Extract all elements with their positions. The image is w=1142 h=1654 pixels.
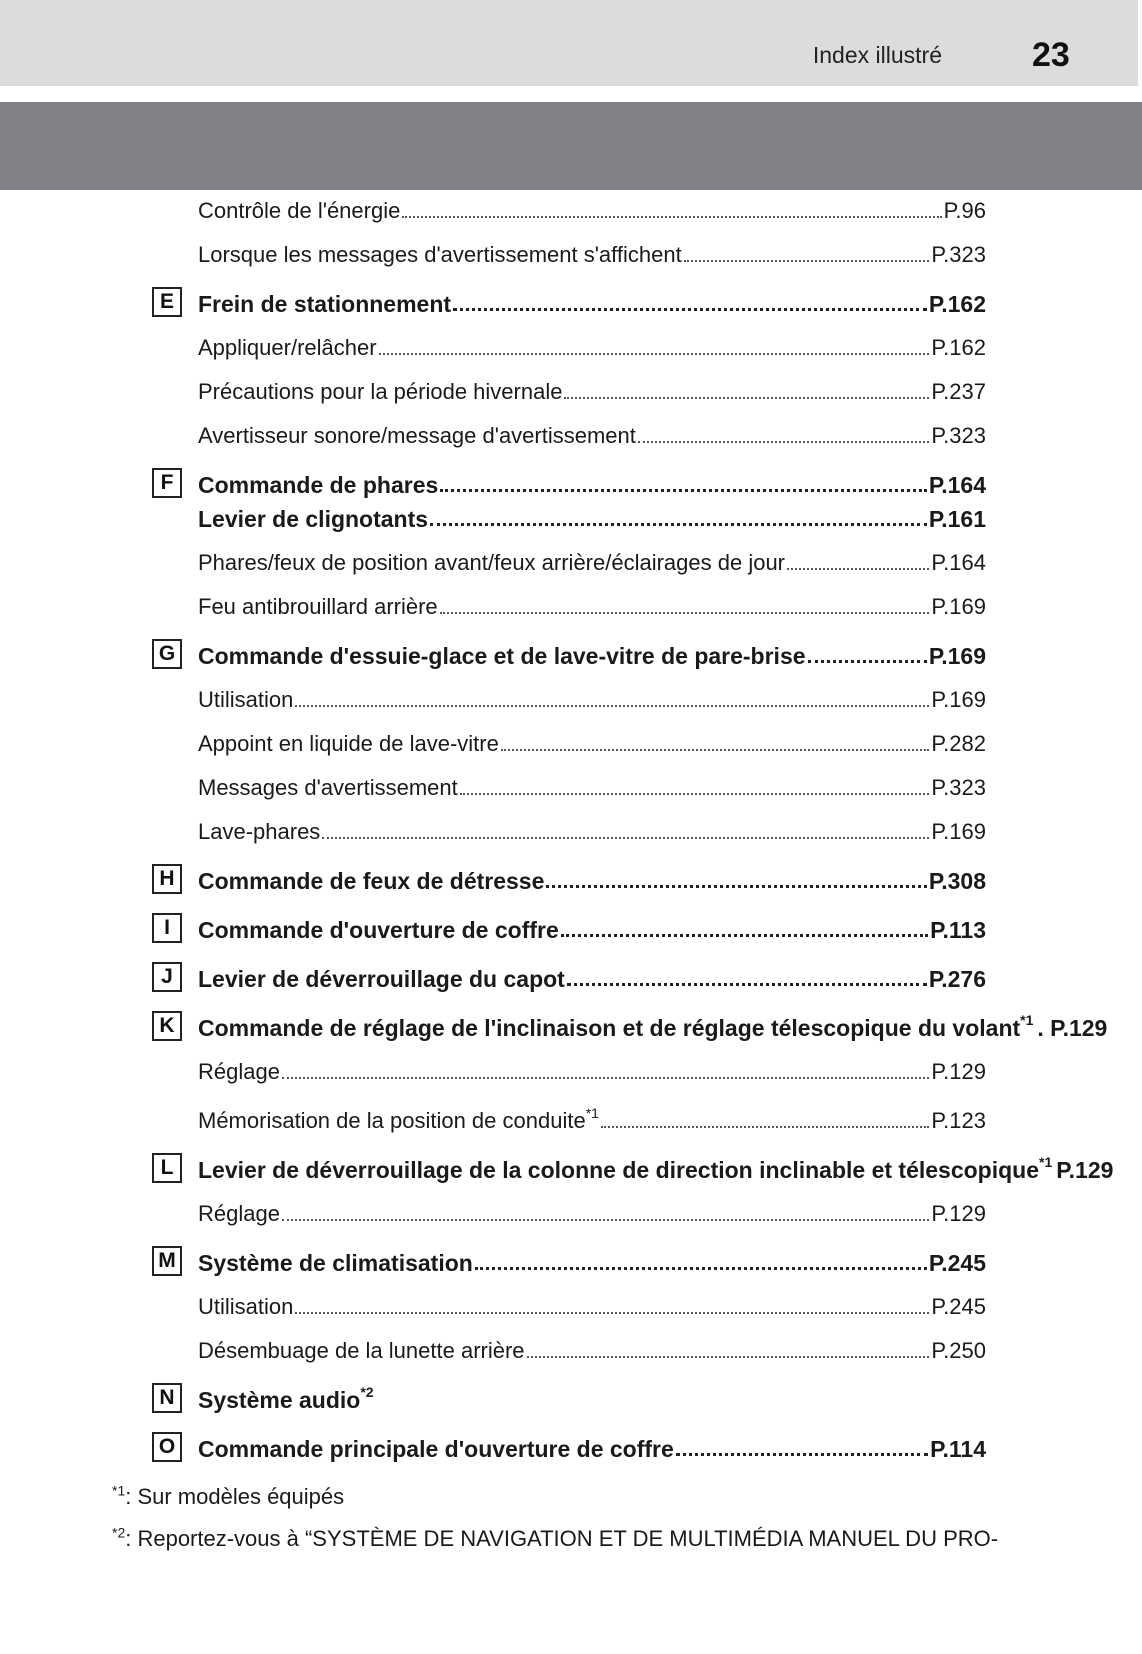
entry-label-text: Commande principale d'ouverture de coffre	[198, 1436, 674, 1462]
index-entry	[158, 1242, 986, 1276]
dot-leader	[402, 215, 941, 218]
entry-label	[198, 472, 438, 498]
entry-letter-badge: O	[152, 1432, 182, 1462]
entry-label	[198, 687, 293, 713]
entry-label	[198, 643, 806, 669]
entry-label	[198, 198, 400, 224]
entry-label	[198, 506, 428, 532]
entry-page-ref[interactable]: P.169	[931, 687, 986, 712]
entry-label-text: Commande de feux de détresse	[198, 868, 545, 894]
entry-label	[198, 1012, 1034, 1041]
index-entry	[159, 1379, 986, 1413]
entry-label	[198, 379, 562, 405]
dot-leader	[546, 884, 926, 888]
index-entry	[160, 1149, 1114, 1183]
dot-leader	[601, 1125, 929, 1128]
index-entry	[198, 811, 986, 845]
entry-page-ref[interactable]: P.169	[928, 643, 986, 669]
entry-label-text: Utilisation	[198, 687, 294, 712]
dot-leader	[787, 567, 929, 570]
entry-page-ref[interactable]: P.164	[931, 550, 986, 575]
entry-label-text: Réglage	[198, 1201, 280, 1226]
entry-label-text: Système audio	[198, 1387, 361, 1413]
index-entry	[198, 498, 986, 532]
entry-letter-badge: G	[152, 639, 182, 669]
index-entry	[198, 190, 986, 224]
entry-label-text: Levier de déverrouillage du capot	[198, 966, 565, 992]
entry-letter-badge: J	[152, 962, 182, 992]
entry-page-ref[interactable]: P.161	[928, 506, 986, 532]
footnote-2	[112, 1526, 998, 1552]
index-entry	[198, 1100, 986, 1134]
index-entry	[159, 1007, 1108, 1041]
entry-label-text: Levier de clignotants	[198, 506, 429, 532]
entry-label-text: Commande d'essuie-glace et de lave-vitre de pare-brise	[198, 643, 806, 669]
dot-leader	[501, 748, 929, 751]
index-entry	[198, 371, 986, 405]
dot-leader	[295, 1311, 929, 1314]
index-entry	[198, 1051, 986, 1085]
entry-label	[198, 291, 451, 317]
index-entry	[198, 1193, 986, 1227]
entry-label	[198, 1104, 599, 1134]
entry-label-text: Feu antibrouillard arrière	[198, 594, 438, 619]
index-entry	[161, 958, 986, 992]
entry-label	[198, 819, 320, 845]
index-entry	[160, 464, 986, 498]
entry-footnote-mark: *1	[1020, 1012, 1034, 1029]
entry-footnote-mark: *2	[360, 1384, 374, 1401]
dot-leader	[282, 1076, 929, 1079]
entry-label-text: Mémorisation de la position de conduite	[198, 1108, 586, 1133]
entry-page-ref[interactable]: P.169	[931, 594, 986, 619]
index-entry	[198, 234, 986, 268]
entry-page-ref[interactable]: . P.129	[1037, 1015, 1108, 1041]
dot-leader	[527, 1355, 930, 1358]
entry-page-ref[interactable]: P.113	[930, 917, 986, 943]
entry-page-ref[interactable]: P.323	[931, 423, 986, 448]
entry-page-ref[interactable]: P.276	[928, 966, 986, 992]
entry-page-ref[interactable]: P.308	[928, 868, 986, 894]
entry-page-ref[interactable]: P.237	[931, 379, 986, 404]
entry-label-text: Lave-phares	[198, 819, 321, 844]
entry-label-text: Commande de réglage de l'inclinaison et de réglage télescopique du volant	[198, 1015, 1021, 1041]
entry-letter-badge: K	[152, 1011, 182, 1041]
dot-leader	[430, 522, 927, 526]
entry-label	[198, 731, 499, 757]
entry-label	[198, 966, 565, 992]
dot-leader	[440, 611, 930, 614]
index-entry	[198, 679, 986, 713]
index-entry	[198, 767, 986, 801]
entry-page-ref[interactable]: P.245	[928, 1250, 986, 1276]
dot-leader	[475, 1266, 927, 1270]
entry-footnote-mark: *1	[1039, 1154, 1053, 1171]
entry-page-ref[interactable]: P.129	[931, 1059, 986, 1084]
entry-label-text: Lorsque les messages d'avertissement s'affichent	[198, 242, 682, 267]
index-entry	[164, 909, 986, 943]
entry-label-text: Commande de phares	[198, 472, 439, 498]
entry-page-ref[interactable]: P.129	[1056, 1157, 1114, 1183]
entry-label	[198, 594, 438, 620]
entry-page-ref[interactable]: P.123	[931, 1108, 986, 1133]
entry-page-ref[interactable]: P.250	[931, 1338, 986, 1363]
dot-leader	[295, 704, 929, 707]
footnote-2-mark: *2	[112, 1524, 126, 1541]
entry-page-ref[interactable]: P.169	[931, 819, 986, 844]
entry-footnote-mark: *1	[585, 1104, 599, 1121]
index-entry	[159, 283, 986, 317]
entry-label	[198, 1436, 674, 1462]
dot-leader	[676, 1452, 928, 1456]
entry-label-text: Contrôle de l'énergie	[198, 198, 401, 223]
entry-label	[198, 335, 377, 361]
entry-letter-badge: I	[152, 913, 182, 943]
footnote-2-text: : Reportez-vous à “SYSTÈME DE NAVIGATION ET DE MULTIMÉDIA MANUEL DU PRO-	[125, 1526, 999, 1551]
entry-label	[198, 1059, 280, 1085]
footnote-1-text: : Sur modèles équipés	[125, 1484, 345, 1509]
entry-label	[198, 1250, 473, 1276]
entry-page-ref[interactable]: P.162	[931, 335, 986, 360]
entry-label	[198, 1154, 1053, 1183]
footnote-1	[112, 1484, 344, 1510]
index-entry	[198, 415, 986, 449]
gray-banner	[0, 102, 1142, 190]
dot-leader	[638, 440, 929, 443]
entry-page-ref[interactable]: P.282	[931, 731, 986, 756]
entry-letter-badge: F	[152, 468, 182, 498]
dot-leader	[684, 259, 930, 262]
entry-label-text: Avertisseur sonore/message d'avertissement	[198, 423, 636, 448]
entry-page-ref[interactable]: P.323	[931, 775, 986, 800]
entry-page-ref[interactable]: P.96	[943, 198, 986, 223]
section-title: Index illustré	[812, 42, 942, 68]
entry-page-ref[interactable]: P.164	[928, 472, 986, 498]
entry-label-text: Phares/feux de position avant/feux arrière/éclairages de jour	[198, 550, 786, 575]
entry-label-text: Appliquer/relâcher	[198, 335, 377, 360]
entry-label-text: Frein de stationnement	[198, 291, 452, 317]
entry-label-text: Système de climatisation	[198, 1250, 473, 1276]
dot-leader	[379, 352, 930, 355]
index-entry	[198, 723, 986, 757]
index-entry	[198, 327, 986, 361]
entry-label	[198, 1384, 374, 1413]
index-entry	[198, 586, 986, 620]
entry-letter-badge: M	[152, 1246, 182, 1276]
entry-label-text: Appoint en liquide de lave-vitre	[198, 731, 499, 756]
index-entry	[198, 542, 986, 576]
index-entry	[158, 635, 986, 669]
entry-label-text: Messages d'avertissement	[198, 775, 458, 800]
entry-label	[198, 242, 682, 268]
footnote-1-mark: *1	[112, 1482, 126, 1499]
entry-label-text: Réglage	[198, 1059, 280, 1084]
entry-page-ref[interactable]: P.162	[928, 291, 986, 317]
dot-leader	[564, 396, 929, 399]
entry-page-ref[interactable]: P.114	[930, 1436, 986, 1462]
entry-label-text: Utilisation	[198, 1294, 294, 1319]
entry-letter-badge: N	[152, 1383, 182, 1413]
entry-letter-badge: L	[152, 1153, 182, 1183]
entry-letter-badge: H	[152, 864, 182, 894]
dot-leader	[460, 792, 930, 795]
entry-label-text: Précautions pour la période hivernale	[198, 379, 563, 404]
entry-label	[198, 775, 458, 801]
page-number: 23	[1032, 36, 1070, 74]
index-entry	[158, 1428, 986, 1462]
dot-leader	[808, 659, 927, 663]
entry-label	[198, 423, 636, 449]
index-entry	[198, 1330, 986, 1364]
entry-label-text: Désembuage de la lunette arrière	[198, 1338, 525, 1363]
dot-leader	[322, 836, 929, 839]
dot-leader	[453, 307, 927, 311]
entry-label-text: Commande d'ouverture de coffre	[198, 917, 559, 943]
index-entry	[198, 1286, 986, 1320]
index-entry	[159, 860, 986, 894]
entry-page-ref[interactable]: P.323	[931, 242, 986, 267]
entry-label	[198, 1338, 525, 1364]
dot-leader	[282, 1218, 929, 1221]
entry-label	[198, 868, 544, 894]
entry-label	[198, 917, 559, 943]
entry-label	[198, 1294, 293, 1320]
entry-page-ref[interactable]: P.129	[931, 1201, 986, 1226]
entry-page-ref[interactable]: P.245	[931, 1294, 986, 1319]
entry-label	[198, 1201, 280, 1227]
dot-leader	[440, 488, 927, 492]
dot-leader	[567, 982, 927, 986]
entry-letter-badge: E	[152, 287, 182, 317]
dot-leader	[561, 933, 928, 937]
entry-label-text: Levier de déverrouillage de la colonne de direction inclinable et télescopique	[198, 1157, 1040, 1183]
header-band	[0, 0, 1142, 86]
entry-label	[198, 550, 785, 576]
